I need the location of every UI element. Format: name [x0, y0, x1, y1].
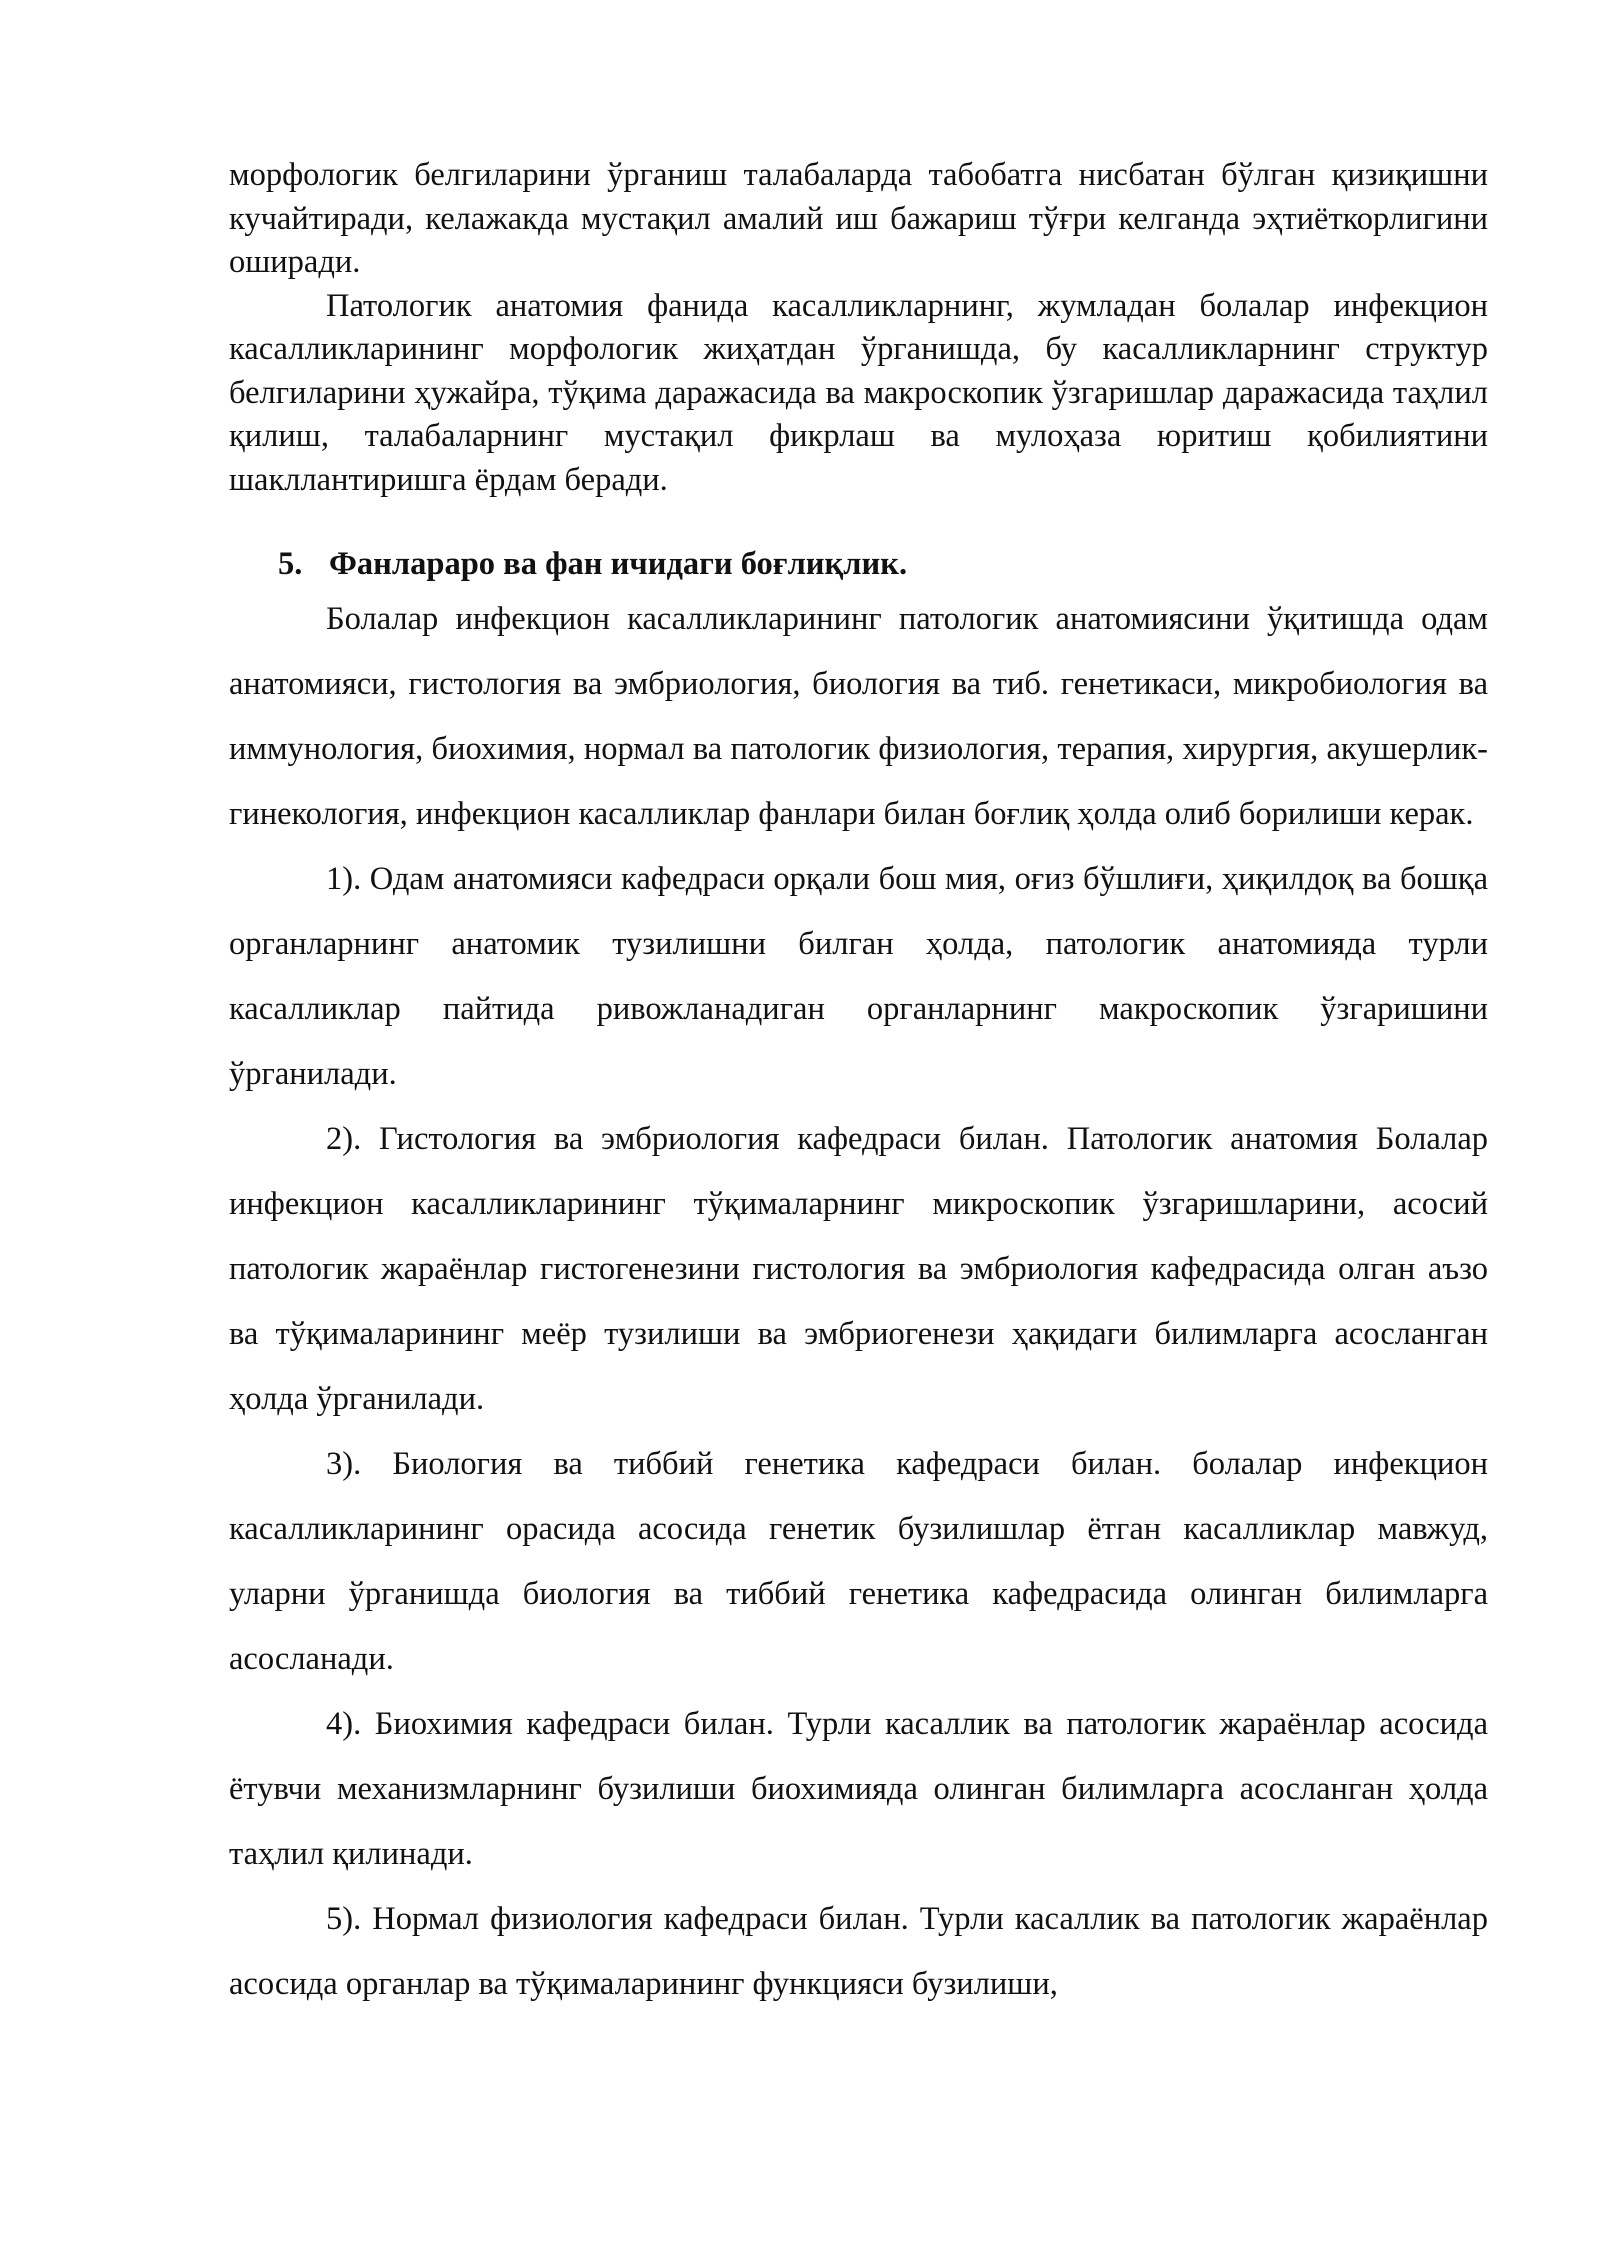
- list-item-3: 3). Биология ва тиббий генетика кафедраси билан. болалар инфекцион касалликларининг орасида асосида генетик бузилишлар ётган касалликлар мавжуд, уларни ўрганишда биология ва тиббий генетика кафедрасида олинган билимларга асосланади.: [229, 1446, 1488, 1677]
- intro-block: [229, 154, 1488, 502]
- body-paragraph: Болалар инфекцион касалликларининг патологик анатомиясини ўқитишда одам анатомияси, гистология ва эмбриология, биология ва тиб. генетикаси, микробиология ва иммунология, биохимия, нормал ва патологик физиология, терапия, хирургия, акушерлик-гинекология, инфекцион касалликлар фанлари билан боғлиқ ҳолда олиб борилиши керак.: [229, 601, 1488, 832]
- list-item-1: 1). Одам анатомияси кафедраси орқали бош мия, оғиз бўшлиғи, ҳиқилдоқ ва бошқа органларнинг анатомик тузилишни билган ҳолда, патологик анатомияда турли касалликлар пайтида ривожланадиган органларнинг макроскопик ўзгаришини ўрганилади.: [229, 861, 1488, 1092]
- section-title: Фанлараро ва фан ичидаги боғлиқлик.: [329, 546, 908, 582]
- list-item-4: 4). Биохимия кафедраси билан. Турли касаллик ва патологик жараёнлар асосида ётувчи механизмларнинг бузилиши биохимияда олинган билимларга асосланган ҳолда таҳлил қилинади.: [229, 1706, 1488, 1872]
- intro-paragraph: морфологик белгиларини ўрганиш талабаларда табобатга нисбатан бўлган қизиқишни кучайтиради, келажакда мустақил амалий иш бажариш тўғри келганда эҳтиёткорлигини оширади.: [229, 157, 1488, 280]
- list-item-5: 5). Нормал физиология кафедраси билан. Турли касаллик ва патологик жараёнлар асосида органлар ва тўқималарининг функцияси бузилиши,: [229, 1901, 1488, 2002]
- body-block: [229, 587, 1488, 2017]
- list-item-2: 2). Гистология ва эмбриология кафедраси билан. Патологик анатомия Болалар инфекцион касалликларининг тўқималарнинг микроскопик ўзгаришларини, асосий патологик жараёнлар гистогенезини гистология ва эмбриология кафедрасида олган аъзо ва тўқималарининг меёр тузилиши ва эмбриогенези ҳақидаги билимларга асосланган ҳолда ўрганилади.: [229, 1121, 1488, 1417]
- section-heading: [278, 543, 1478, 587]
- section-number: 5.: [278, 546, 303, 582]
- pathology-paragraph: Патологик анатомия фанида касалликларнинг, жумладан болалар инфекцион касалликларининг морфологик жиҳатдан ўрганишда, бу касалликларнинг структур белгиларини ҳужайра, тўқима даражасида ва макроскопик ўзгаришлар даражасида таҳлил қилиш, талабаларнинг мустақил фикрлаш ва мулоҳаза юритиш қобилиятини шакллантиришга ёрдам беради.: [229, 287, 1488, 498]
